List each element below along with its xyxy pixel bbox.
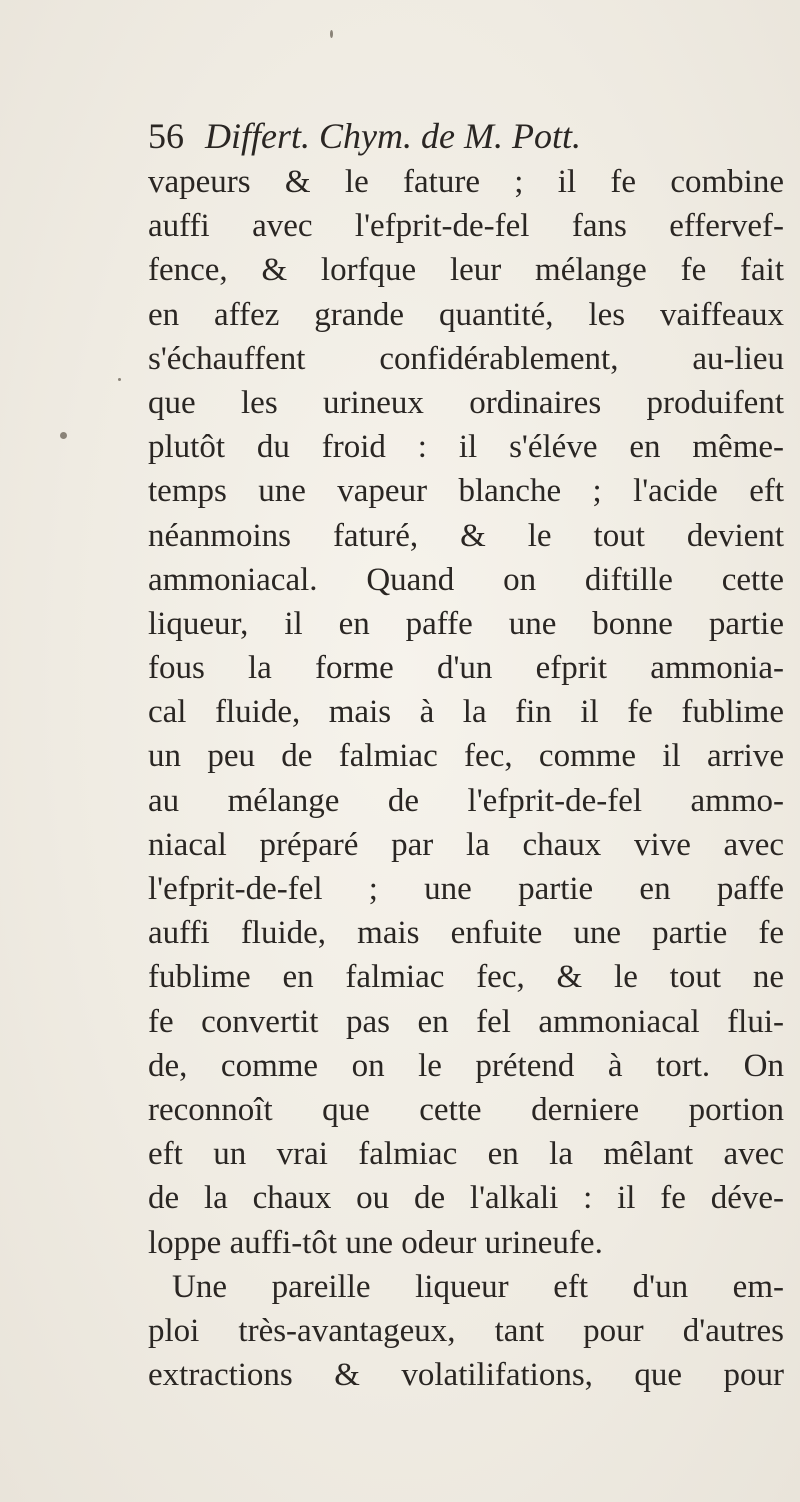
text-line: l'efprit-de-fel ; une partie en paffe — [148, 871, 784, 907]
text-line: fence, & lorfque leur mélange fe fait — [148, 252, 784, 289]
text-line: ammoniacal. Quand on diftille cette — [148, 561, 784, 598]
text-line: extractions & volatilifations, que pour — [148, 1357, 784, 1394]
text-line: au mélange de l'efprit-de-fel ammo- — [148, 782, 784, 819]
text-line: fublime en falmiac fec, & le tout ne — [148, 959, 784, 996]
text-line: vapeurs & le fature ; il fe combine — [148, 164, 784, 200]
text-line: que les urineux ordinaires produifent — [148, 384, 784, 421]
paper-speck — [330, 30, 333, 38]
text-line: liqueur, il en paffe une bonne partie — [148, 605, 784, 642]
running-head — [148, 110, 788, 162]
text-line: auffi fluide, mais enfuite une partie fe — [148, 915, 784, 952]
text-line: Une pareille liqueur eft d'un em- — [172, 1268, 784, 1305]
text-line: cal fluide, mais à la fin il fe fublime — [148, 694, 784, 731]
text-line: un peu de falmiac fec, comme il arrive — [148, 738, 784, 775]
text-line: fous la forme d'un efprit ammonia- — [148, 650, 784, 687]
text-line: plutôt du froid : il s'éléve en même- — [148, 429, 784, 466]
text-line: reconnoît que cette derniere portion — [148, 1091, 784, 1128]
text-line: en affez grande quantité, les vaiffeaux — [148, 296, 784, 333]
page-number: 56 — [148, 116, 184, 156]
running-title: Differt. Chym. de M. Pott. — [205, 116, 581, 156]
text-line: néanmoins faturé, & le tout devient — [148, 517, 784, 554]
text-line: niacal préparé par la chaux vive avec — [148, 826, 784, 863]
paper-speck — [118, 378, 121, 381]
text-line: eft un vrai falmiac en la mêlant avec — [148, 1136, 784, 1173]
text-line: temps une vapeur blanche ; l'acide eft — [148, 473, 784, 510]
text-line: loppe auffi-tôt une odeur urineufe. — [148, 1224, 603, 1261]
text-line: s'échauffent confidérablement, au-lieu — [148, 340, 784, 377]
text-line: de la chaux ou de l'alkali : il fe déve- — [148, 1180, 784, 1217]
text-line: auffi avec l'efprit-de-fel fans effervef- — [148, 208, 784, 245]
paper-speck — [60, 432, 67, 439]
text-line: de, comme on le prétend à tort. On — [148, 1047, 784, 1084]
text-line: ploi très-avantageux, tant pour d'autres — [148, 1312, 784, 1349]
text-line: fe convertit pas en fel ammoniacal flui- — [148, 1003, 784, 1040]
body-text — [148, 160, 784, 1397]
